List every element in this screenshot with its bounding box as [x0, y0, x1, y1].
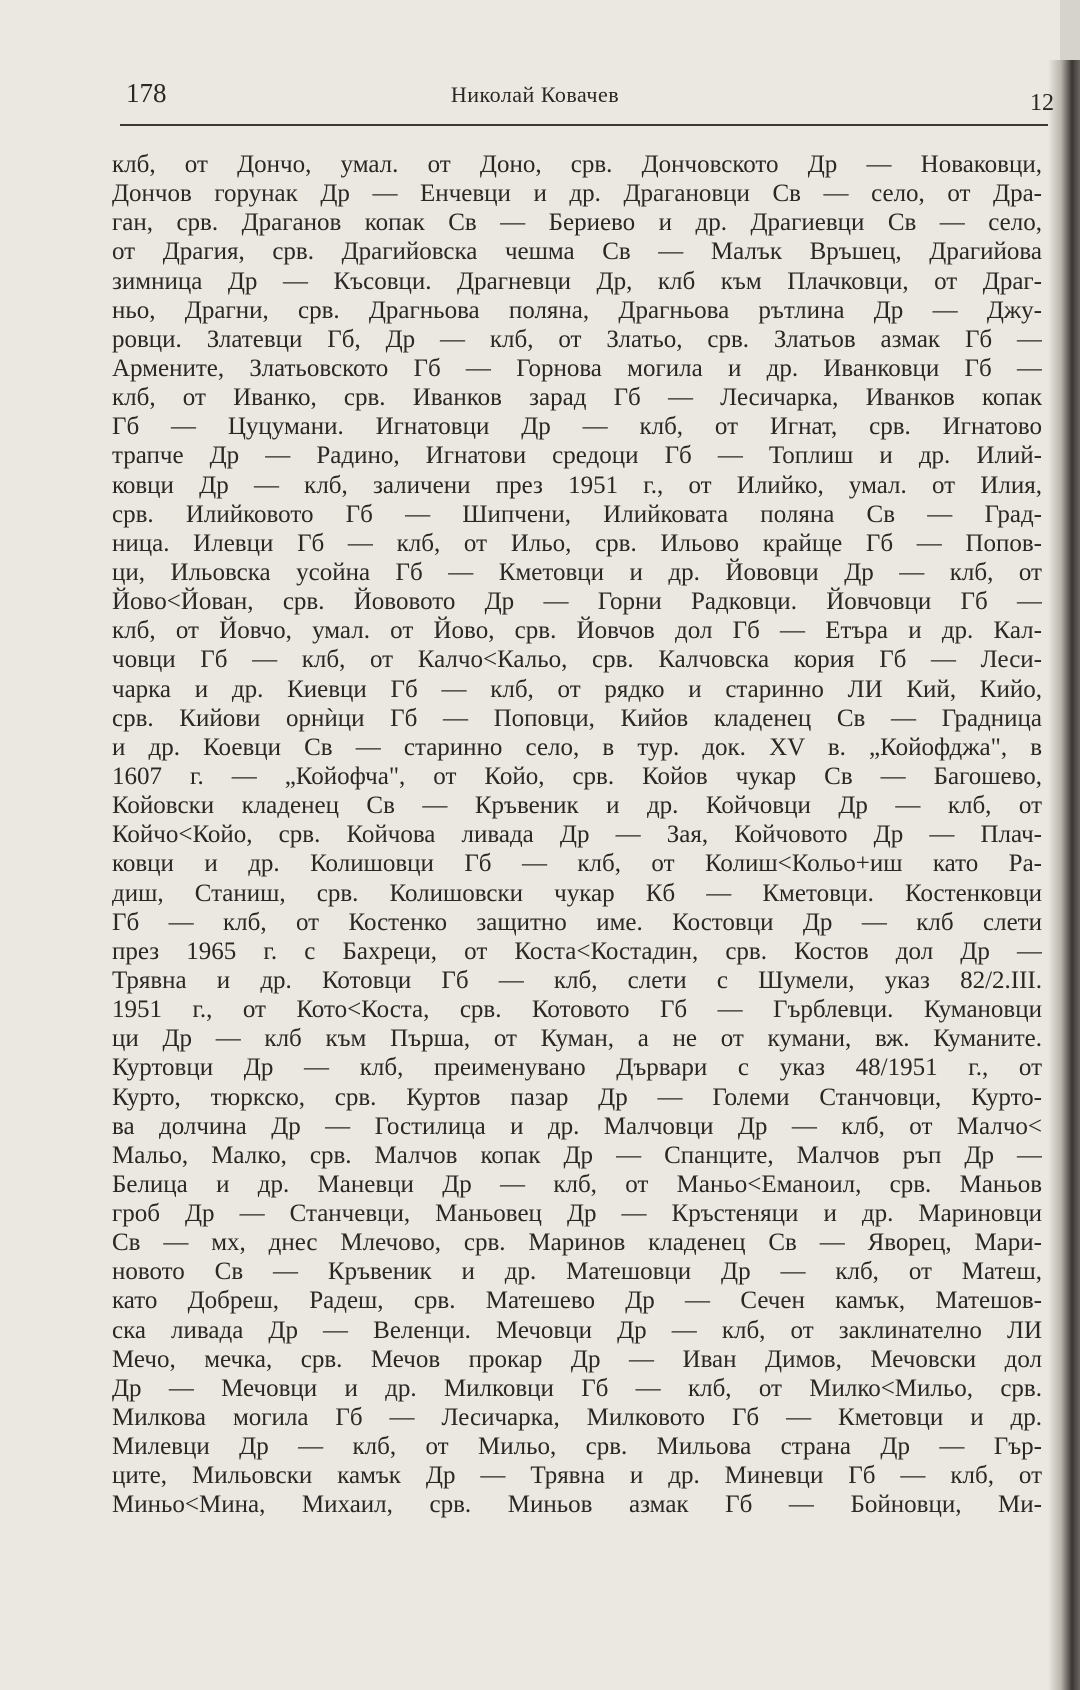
adjacent-page-edge: [1048, 60, 1080, 1690]
text-line: Гб — клб, от Костенко защитно име. Костовци Др — клб слети: [112, 908, 1042, 936]
author-name: Николай Ковачев: [450, 82, 620, 107]
text-line: ците, Мильовски камък Др — Трявна и др. Миневци Гб — клб, от: [112, 1462, 1042, 1490]
text-line: Йово<Йован, срв. Йововото Др — Горни Радковци. Йовчовци Гб —: [112, 588, 1042, 616]
body-text: [112, 150, 1042, 1520]
text-line: през 1965 г. с Бахреци, от Коста<Костадин, срв. Костов дол Др —: [112, 937, 1042, 965]
text-line: Трявна и др. Котовци Гб — клб, слети с Шумели, указ 82/2.III.: [112, 966, 1042, 994]
text-line: Милкова могила Гб — Лесичарка, Милковото Гб — Кметовци и др.: [112, 1404, 1042, 1432]
text-line: клб, от Йовчо, умал. от Йово, срв. Йовчов дол Гб — Етъра и др. Кал-: [112, 617, 1042, 645]
text-line: ва долчина Др — Гостилица и др. Малчовци Др — клб, от Малчо<: [112, 1112, 1042, 1140]
text-line: чарка и др. Киевци Гб — клб, от рядко и старинно ЛИ Кий, Кийо,: [112, 675, 1042, 703]
text-line: зимница Др — Късовци. Драгневци Др, клб към Плачковци, от Драг-: [112, 267, 1042, 295]
text-line: Миньо<Мина, Михаил, срв. Миньов азмак Гб — Бойновци, Ми-: [112, 1491, 1042, 1519]
text-line: Гб — Цуцумани. Игнатовци Др — клб, от Игнат, срв. Игнатово: [112, 413, 1042, 441]
text-line: новото Св — Кръвеник и др. Матешовци Др — клб, от Матеш,: [112, 1258, 1042, 1286]
text-line: от Драгия, срв. Драгийовска чешма Св — Малък Връшец, Драгийова: [112, 238, 1042, 266]
text-line: 1607 г. — „Койофча", от Койо, срв. Койов чукар Св — Багошево,: [112, 762, 1042, 790]
text-line: срв. Кийови орнѝци Гб — Поповци, Кийов кладенец Св — Градница: [112, 704, 1042, 732]
text-line: трапче Др — Радино, Игнатови средоци Гб — Топлиш и др. Илий-: [112, 442, 1042, 470]
text-line: човци Гб — клб, от Калчо<Кальо, срв. Калчовска кория Гб — Леси-: [112, 646, 1042, 674]
text-line: 1951 г., от Кото<Коста, срв. Котовото Гб — Гърблевци. Кумановци: [112, 996, 1042, 1024]
text-line: Курто, тюркско, срв. Куртов пазар Др — Големи Станчовци, Курто-: [112, 1083, 1042, 1111]
page-number: 178: [126, 78, 167, 108]
text-line: ковци и др. Колишовци Гб — клб, от Колиш<Кольо+иш като Ра-: [112, 850, 1042, 878]
text-line: като Добреш, Радеш, срв. Матешево Др — Сечен камък, Матешов-: [112, 1287, 1042, 1315]
text-line: Куртовци Др — клб, преименувано Дървари с указ 48/1951 г., от: [112, 1054, 1042, 1082]
text-line: клб, от Дончо, умал. от Доно, срв. Дончовското Др — Новаковци,: [112, 151, 1042, 178]
text-line: ци Др — клб към Пърша, от Куман, а не от кумани, вж. Куманите.: [112, 1025, 1042, 1053]
text-line: ковци Др — клб, заличени през 1951 г., от Илийко, умал. от Илия,: [112, 471, 1042, 499]
text-line: диш, Станиш, срв. Колишовски чукар Кб — Кметовци. Костенковци: [112, 879, 1042, 907]
text-line: Дончов горунак Др — Енчевци и др. Драгановци Св — село, от Дра-: [112, 180, 1042, 208]
text-line: Белица и др. Маневци Др — клб, от Маньо<Еманоил, срв. Маньов: [112, 1170, 1042, 1198]
text-line: ница. Илевци Гб — клб, от Ильо, срв. Ильово крайще Гб — Попов-: [112, 529, 1042, 557]
text-line: ровци. Златевци Гб, Др — клб, от Златьо, срв. Златьов азмак Гб —: [112, 325, 1042, 353]
text-line: Армените, Златьовското Гб — Горнова могила и др. Иванковци Гб —: [112, 354, 1042, 382]
text-line: срв. Илийковото Гб — Шипчени, Илийковата поляна Св — Град-: [112, 500, 1042, 528]
text-line: Койчо<Койо, срв. Койчова ливада Др — Зая, Койчовото Др — Плач-: [112, 821, 1042, 849]
text-line: ган, срв. Драганов копак Св — Бериево и др. Драгиевци Св — село,: [112, 209, 1042, 237]
text-line: гроб Др — Станчевци, Маньовец Др — Кръстеняци и др. Мариновци: [112, 1200, 1042, 1228]
text-line: ньо, Драгни, срв. Драгньова поляна, Драгньова рътлина Др — Джу-: [112, 296, 1042, 324]
text-line: ци, Ильовска усойна Гб — Кметовци и др. Йововци Др — клб, от: [112, 558, 1042, 586]
text-line: Св — мх, днес Млечово, срв. Маринов кладенец Св — Яворец, Мари-: [112, 1229, 1042, 1257]
text-line: клб, от Иванко, срв. Иванков зарад Гб — Лесичарка, Иванков копак: [112, 384, 1042, 412]
adjacent-page-number: 12: [1030, 90, 1054, 116]
text-line: Милевци Др — клб, от Мильо, срв. Мильова страна Др — Гър-: [112, 1433, 1042, 1461]
text-line: и др. Коевци Св — старинно село, в тур. док. XV в. „Койофджа", в: [112, 733, 1042, 761]
text-line: Мечо, мечка, срв. Мечов прокар Др — Иван Димов, Мечовски дол: [112, 1345, 1042, 1373]
header-rule: [120, 124, 1055, 126]
text-line: Мальо, Малко, срв. Малчов копак Др — Спанците, Малчов ръп Др —: [112, 1141, 1042, 1169]
text-line: Койовски кладенец Св — Кръвеник и др. Койчовци Др — клб, от: [112, 792, 1042, 820]
running-head: [120, 78, 1050, 112]
text-line: ска ливада Др — Веленци. Мечовци Др — клб, от заклинателно ЛИ: [112, 1316, 1042, 1344]
text-line: Др — Мечовци и др. Милковци Гб — клб, от Милко<Мильо, срв.: [112, 1374, 1042, 1402]
